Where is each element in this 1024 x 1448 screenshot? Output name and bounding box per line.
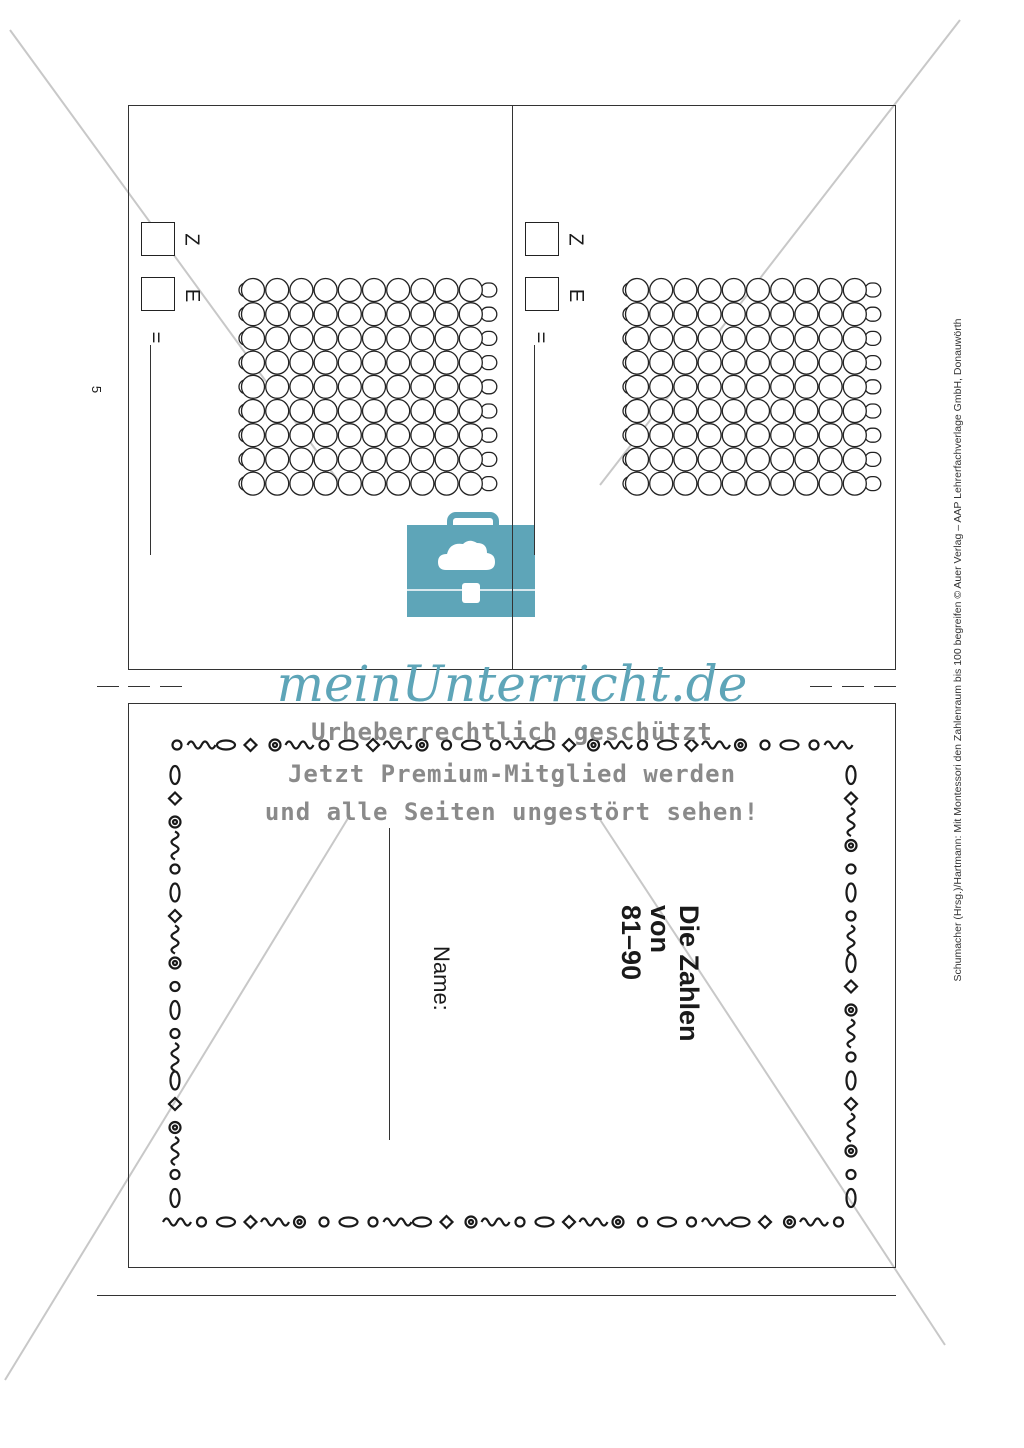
name-label: Name: [429,946,454,1011]
bottom-cut-line [97,1295,896,1296]
answer-line[interactable] [150,345,151,555]
ones-label: E [181,288,204,303]
watermark-line1: Urheberrechtlich geschützt [311,718,713,746]
answer-line[interactable] [534,345,535,555]
ones-answer-box[interactable] [525,277,559,311]
watermark-line2: Jetzt Premium-Mitglied werden [287,760,737,788]
name-line[interactable] [389,828,390,1140]
watermark-line3: und alle Seiten ungestört sehen! [264,798,760,826]
tens-label: Z [564,233,587,246]
tens-label: Z [180,233,203,246]
tens-answer-box[interactable] [141,222,175,256]
ones-label: E [565,288,588,303]
equals-sign: = [529,331,552,344]
tens-answer-box[interactable] [525,222,559,256]
page-number: 5 [89,385,105,394]
card-divider [512,105,513,670]
cover-title: Die Zahlen von 81–90 [616,905,704,1042]
ones-answer-box[interactable] [141,277,175,311]
watermark-brand: meinUnterricht.de [276,655,748,713]
equals-sign: = [144,331,167,344]
